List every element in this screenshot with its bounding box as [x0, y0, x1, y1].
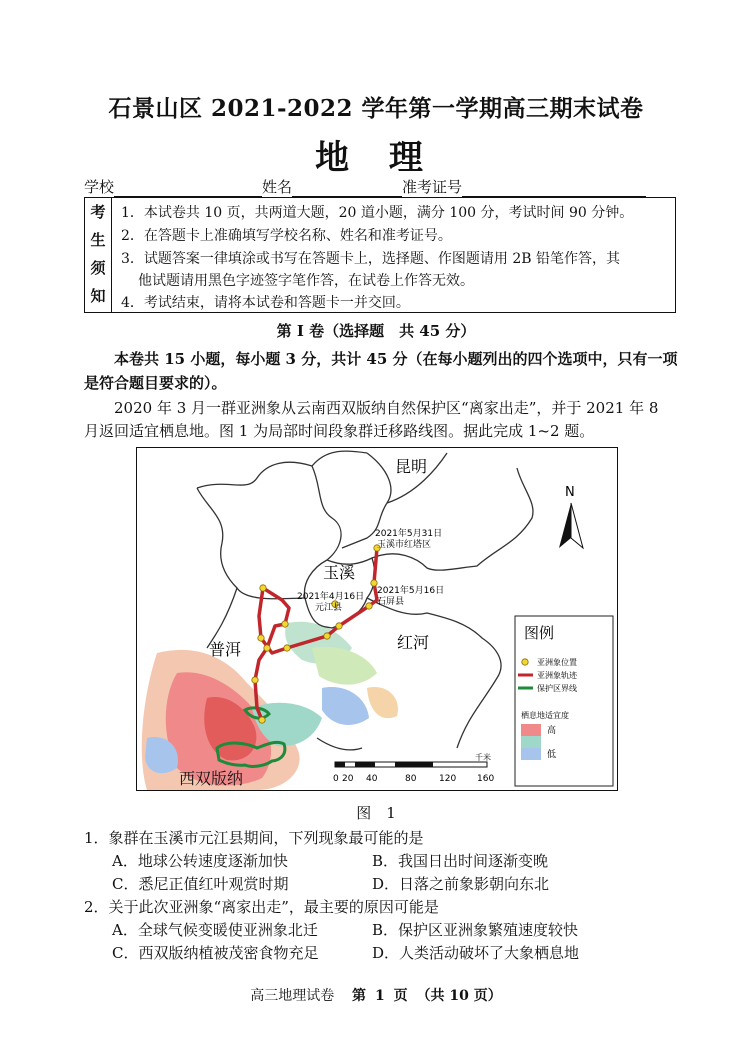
notice-heading-char: 须	[90, 259, 106, 277]
question-stem: 1．象群在玉溪市元江县期间，下列现象最可能的是	[84, 829, 424, 847]
migration-map	[136, 447, 618, 791]
notice-heading-char: 考	[90, 203, 106, 221]
annotation-may31-date: 2021年5月31日	[375, 529, 443, 539]
annotation-apr16-date: 2021年4月16日	[297, 592, 365, 602]
notice-heading-char: 生	[90, 231, 106, 249]
notice-item: 他试题请用黑色字迹签字笔作答，在试卷上作答无效。	[138, 273, 474, 289]
annotation-may16-place: 石屏县	[377, 597, 405, 607]
question-stem: 2．关于此次亚洲象“离家出走”，最主要的原因可能是	[84, 898, 439, 916]
svg-text:亚洲象轨迹: 亚洲象轨迹	[537, 671, 577, 680]
section-instruction: 本卷共 15 小题，每小题 3 分，共计 45 分（在每小题列出的四个选项中，只有一项	[114, 350, 678, 368]
name-label: 姓名	[262, 178, 293, 196]
footer-page-prefix: 第	[352, 988, 367, 1004]
question-option[interactable]: C．悉尼正值红叶观赏时期	[112, 875, 289, 893]
notice-box	[84, 197, 676, 313]
question-option[interactable]: B．我国日出时间逐渐变晚	[372, 852, 549, 870]
svg-text:20: 20	[342, 774, 354, 784]
annotation-may16-date: 2021年5月16日	[377, 586, 445, 596]
svg-text:120: 120	[439, 774, 457, 784]
footer-total-pages: （共 10 页）	[416, 988, 502, 1004]
question-option[interactable]: A．地球公转速度逐渐加快	[112, 852, 288, 870]
question-option[interactable]: C．西双版纳植被茂密食物充足	[112, 944, 319, 962]
svg-text:栖息地适宜度: 栖息地适宜度	[521, 711, 569, 720]
annotation-may31-place: 玉溪市红塔区	[377, 540, 432, 550]
candidate-info-row	[84, 176, 646, 197]
passage-text: 2020 年 3 月一群亚洲象从云南西双版纳自然保护区“离家出走”，并于 2021 年 8	[114, 399, 659, 417]
svg-text:40: 40	[366, 774, 378, 784]
subject-title: 地 理	[315, 138, 437, 178]
notice-item: 1．本试卷共 10 页，共两道大题，20 道小题，满分 100 分，考试时间 90 分钟。	[121, 205, 634, 221]
page-footer	[0, 985, 752, 1005]
svg-text:0: 0	[333, 774, 339, 784]
svg-text:低: 低	[547, 750, 557, 760]
notice-item: 2．在答题卡上准确填写学校名称、姓名和准考证号。	[121, 228, 452, 244]
question-option[interactable]: D．日落之前象影朝向东北	[372, 875, 550, 893]
question-option[interactable]: B．保护区亚洲象繁殖速度较快	[372, 921, 579, 939]
svg-text:保护区界线: 保护区界线	[537, 684, 577, 693]
svg-text:80: 80	[405, 774, 417, 784]
place-yuxi: 玉溪	[323, 563, 356, 582]
exam-number-label: 准考证号	[402, 178, 463, 196]
notice-heading-char: 知	[90, 287, 106, 305]
passage-text: 月返回适宜栖息地。图 1 为局部时间段象群迁移路线图。据此完成 1~2 题。	[84, 422, 595, 440]
name-field[interactable]	[292, 181, 402, 197]
section-title: 第 Ⅰ 卷（选择题 共 45 分）	[276, 322, 476, 340]
notice-item: 3．试题答案一律填涂或书写在答题卡上，选择题、作图题请用 2B 铅笔作答，其	[121, 251, 621, 267]
svg-text:千米: 千米	[475, 753, 491, 762]
notice-heading	[85, 198, 112, 312]
svg-text:图例: 图例	[524, 624, 555, 642]
school-field[interactable]	[114, 181, 262, 197]
place-xishuangbanna: 西双版纳	[179, 769, 244, 788]
svg-text:亚洲象位置: 亚洲象位置	[537, 658, 577, 667]
school-label: 学校	[84, 178, 115, 196]
section-instruction: 是符合题目要求的）。	[84, 374, 227, 392]
footer-page-number: 1	[374, 988, 385, 1004]
map-canvas	[137, 448, 617, 790]
svg-text:160: 160	[477, 774, 495, 784]
place-puer: 普洱	[209, 640, 242, 659]
annotation-apr16-place: 元江县	[315, 603, 343, 613]
svg-text:N: N	[565, 485, 575, 500]
svg-text:高: 高	[547, 726, 557, 736]
figure-caption: 图 1	[356, 804, 396, 822]
exam-number-field[interactable]	[462, 181, 646, 197]
place-honghe: 红河	[397, 633, 430, 652]
question-option[interactable]: D．人类活动破坏了大象栖息地	[372, 944, 580, 962]
footer-title: 高三地理试卷	[250, 988, 335, 1004]
place-kunming: 昆明	[395, 457, 428, 476]
notice-item: 4．考试结束，请将本试卷和答题卡一并交回。	[121, 295, 410, 311]
question-option[interactable]: A．全球气候变暖使亚洲象北迁	[112, 921, 318, 939]
map-legend	[515, 616, 613, 786]
exam-title: 石景山区 2021-2022 学年第一学期高三期末试卷	[108, 95, 644, 122]
footer-page-suffix: 页	[393, 988, 408, 1004]
